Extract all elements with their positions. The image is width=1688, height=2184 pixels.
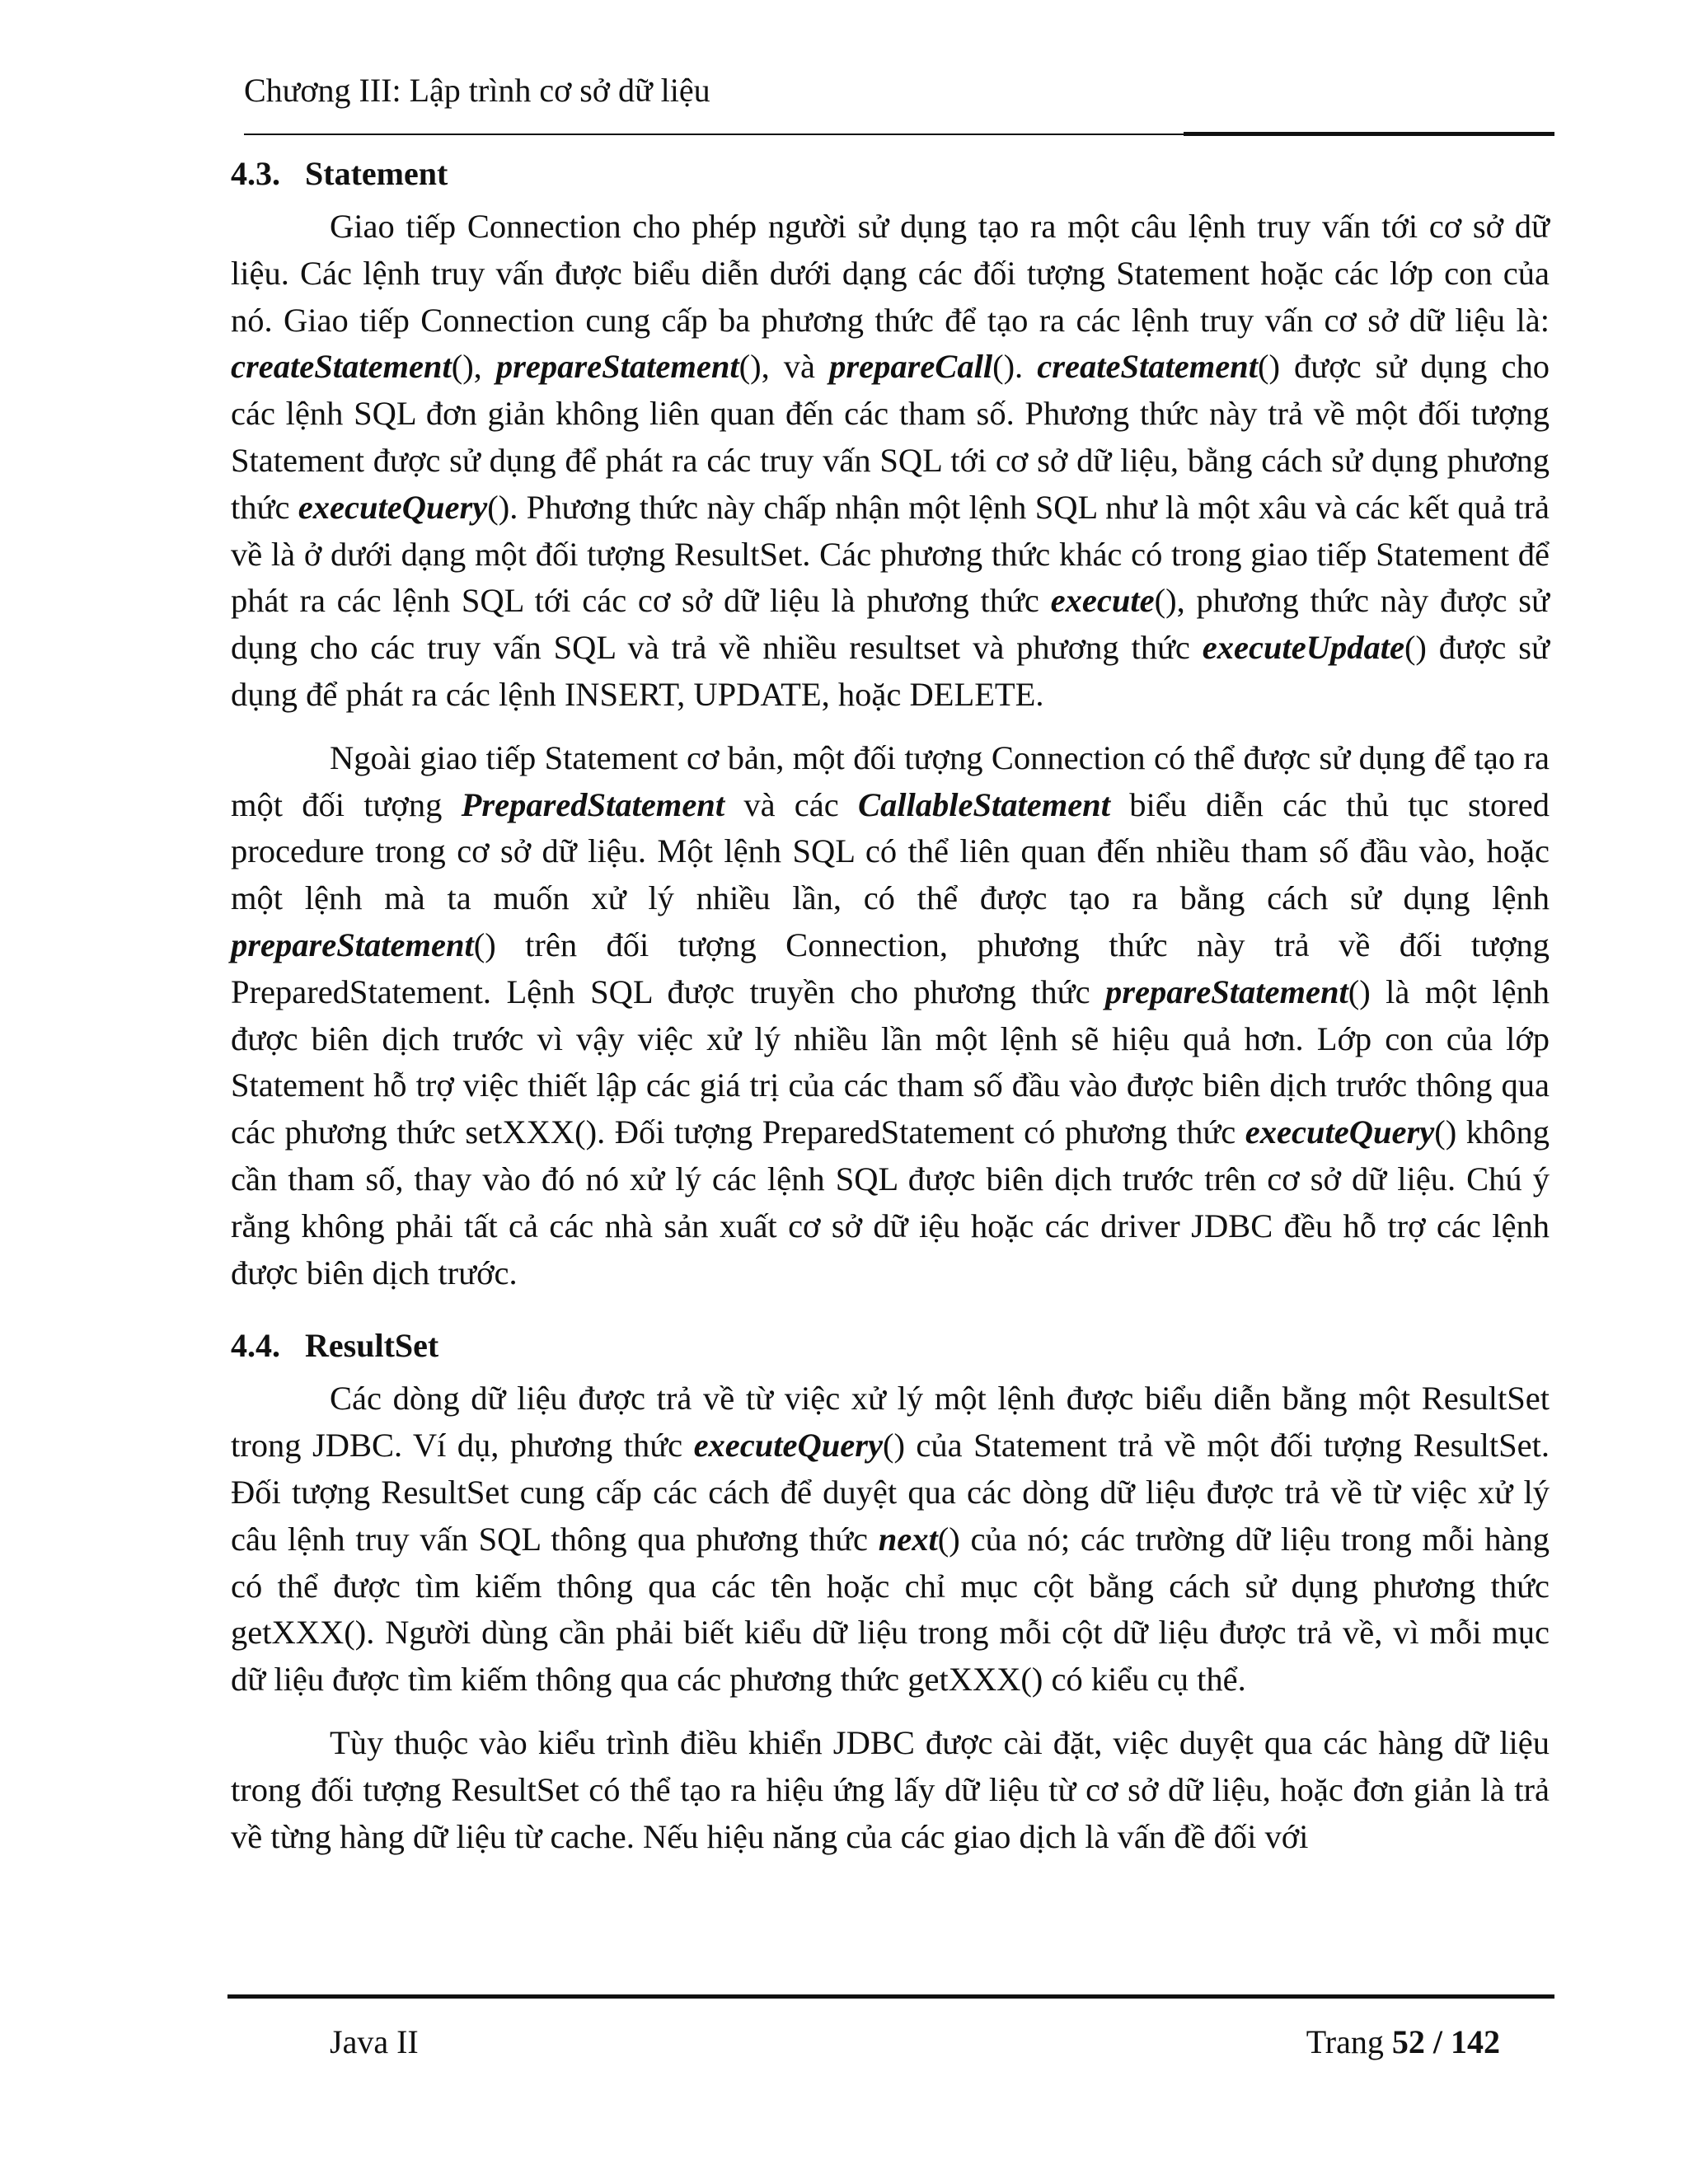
text-run: Các dòng dữ liệu được trả về từ việc xử lý một lệnh được biểu diễn bằng một ResultSet trong JDBC. Ví dụ, phương thức bbox=[231, 1380, 1550, 1465]
section-resultset bbox=[231, 1323, 1550, 1860]
page-body bbox=[231, 151, 1550, 1976]
text-run: Tùy thuộc vào kiểu trình điều khiển JDBC được cài đặt, việc duyệt qua các hàng dữ liệu trong đối tượng ResultSet có thể tạo ra hiệu ứng lấy dữ liệu từ cơ sở dữ liệu, hoặc đơn giản là trả về từng hàng dữ liệu từ cache. Nếu hiệu năng của các giao dịch là vấn đề đối với bbox=[231, 1723, 1550, 1855]
text-run: () trên đối tượng Connection, phương thức này trả về đối tượng PreparedStatement. Lệnh SQL được truyền cho phương thức bbox=[231, 926, 1550, 1010]
method-name: prepareStatement bbox=[495, 348, 739, 386]
section-number: 4.3. bbox=[231, 155, 280, 192]
text-run: và các bbox=[724, 785, 858, 823]
section-statement bbox=[231, 151, 1550, 1296]
page-header bbox=[244, 68, 1554, 142]
method-name: next bbox=[878, 1520, 938, 1558]
text-run: () của nó; các trường dữ liệu trong mỗi hàng có thể được tìm kiếm thông qua các tên hoặc chỉ mục cột bằng cách sử dụng phương thức getXXX(). Người dùng cần phải biết kiểu dữ liệu trong mỗi cột dữ liệu được trả về, vì mỗi mục dữ liệu được tìm kiếm thông qua các phương thức getXXX() có kiểu cụ thể. bbox=[231, 1520, 1550, 1699]
method-name: executeUpdate bbox=[1202, 629, 1404, 667]
page-footer bbox=[227, 1994, 1554, 2085]
page-number bbox=[1306, 2019, 1500, 2065]
method-name: prepareCall bbox=[829, 348, 993, 386]
method-name: createStatement bbox=[231, 348, 452, 386]
method-name: createStatement bbox=[1037, 348, 1258, 386]
section-heading bbox=[231, 151, 1550, 197]
section-number: 4.4. bbox=[231, 1327, 280, 1365]
method-name: PreparedStatement bbox=[461, 785, 725, 823]
page-label: Trang bbox=[1306, 2023, 1392, 2060]
page-total: 142 bbox=[1451, 2023, 1500, 2060]
text-run: () của Statement trả về một đối tượng ResultSet. Đối tượng ResultSet cung cấp các cách để duyệt qua các dòng dữ liệu được trả về từ việc xử lý câu lệnh truy vấn SQL thông qua phương thức bbox=[231, 1427, 1550, 1558]
text-run: Ngoài giao tiếp Statement cơ bản, một đối tượng Connection có thể được sử dụng để tạo ra một đối tượng bbox=[231, 738, 1550, 823]
method-name: executeQuery bbox=[298, 488, 488, 526]
paragraph bbox=[231, 1376, 1550, 1704]
paragraph bbox=[231, 735, 1550, 1297]
text-run: (), phương thức này được sử dụng cho các truy vấn SQL và trả về nhiều resultset và phương thức bbox=[231, 582, 1550, 667]
text-run: (), và bbox=[738, 348, 830, 386]
footer-course-name: Java II bbox=[330, 2023, 419, 2060]
header-divider bbox=[244, 134, 1184, 135]
text-run: () không cần tham số, thay vào đó nó xử lý các lệnh SQL được biên dịch trước trên cơ sở dữ liệu. Chú ý rằng không phải tất cả các nhà sản xuất cơ sở dữ iệu hoặc các driver JDBC đều hỗ trợ các lệnh được biên dịch trước. bbox=[231, 1113, 1550, 1291]
page-current: 52 bbox=[1391, 2023, 1425, 2060]
method-name: prepareStatement bbox=[1105, 972, 1348, 1010]
footer-divider bbox=[227, 1994, 1554, 1999]
text-run: (). bbox=[992, 348, 1038, 386]
text-run: (). Phương thức này chấp nhận một lệnh SQL như là một xâu và các kết quả trả về là ở dưới dạng một đối tượng ResultSet. Các phương thức khác có trong giao tiếp Statement để phát ra các lệnh SQL tới các cơ sở dữ liệu là phương thức bbox=[231, 488, 1550, 620]
method-name: CallableStatement bbox=[857, 785, 1110, 823]
chapter-title: Chương III: Lập trình cơ sở dữ liệu bbox=[244, 72, 710, 109]
method-name: executeQuery bbox=[1245, 1113, 1435, 1151]
paragraph bbox=[231, 204, 1550, 719]
section-title: Statement bbox=[305, 155, 448, 192]
text-run: () được sử dụng để phát ra các lệnh INSERT, UPDATE, hoặc DELETE. bbox=[231, 629, 1550, 713]
section-spacer bbox=[231, 1313, 1550, 1323]
text-run: () là một lệnh được biên dịch trước vì vậy việc xử lý nhiều lần một lệnh sẽ hiệu quả hơn. Lớp con của lớp Statement hỗ trợ việc thiết lập các giá trị của các tham số đầu vào được biên dịch trước thông qua các phương thức setXXX(). Đối tượng PreparedStatement có phương thức bbox=[231, 972, 1550, 1151]
text-run: biểu diễn các thủ tục stored procedure trong cơ sở dữ liệu. Một lệnh SQL có thể liên quan đến nhiều tham số đầu vào, hoặc một lệnh mà ta muốn xử lý nhiều lần, có thể được tạo ra bằng cách sử dụng lệnh bbox=[231, 785, 1550, 917]
method-name: prepareStatement bbox=[231, 926, 474, 963]
method-name: executeQuery bbox=[693, 1427, 883, 1465]
section-heading bbox=[231, 1323, 1550, 1369]
text-run: Giao tiếp Connection cho phép người sử dụng tạo ra một câu lệnh truy vấn tới cơ sở dữ liệu. Các lệnh truy vấn được biểu diễn dưới dạng các đối tượng Statement hoặc các lớp con của nó. Giao tiếp Connection cung cấp ba phương thức để tạo ra các lệnh truy vấn cơ sở dữ liệu là: bbox=[231, 208, 1550, 339]
text-run: () được sử dụng cho các lệnh SQL đơn giản không liên quan đến các tham số. Phương thức này trả về một đối tượng Statement được sử dụng để phát ra các truy vấn SQL tới cơ sở dữ liệu, bằng cách sử dụng phương thức bbox=[231, 348, 1550, 526]
page-separator: / bbox=[1424, 2023, 1451, 2060]
paragraph bbox=[231, 1720, 1550, 1860]
section-title: ResultSet bbox=[305, 1327, 439, 1365]
text-run: (), bbox=[451, 348, 496, 386]
header-divider-accent bbox=[1184, 132, 1554, 136]
method-name: execute bbox=[1050, 582, 1155, 620]
